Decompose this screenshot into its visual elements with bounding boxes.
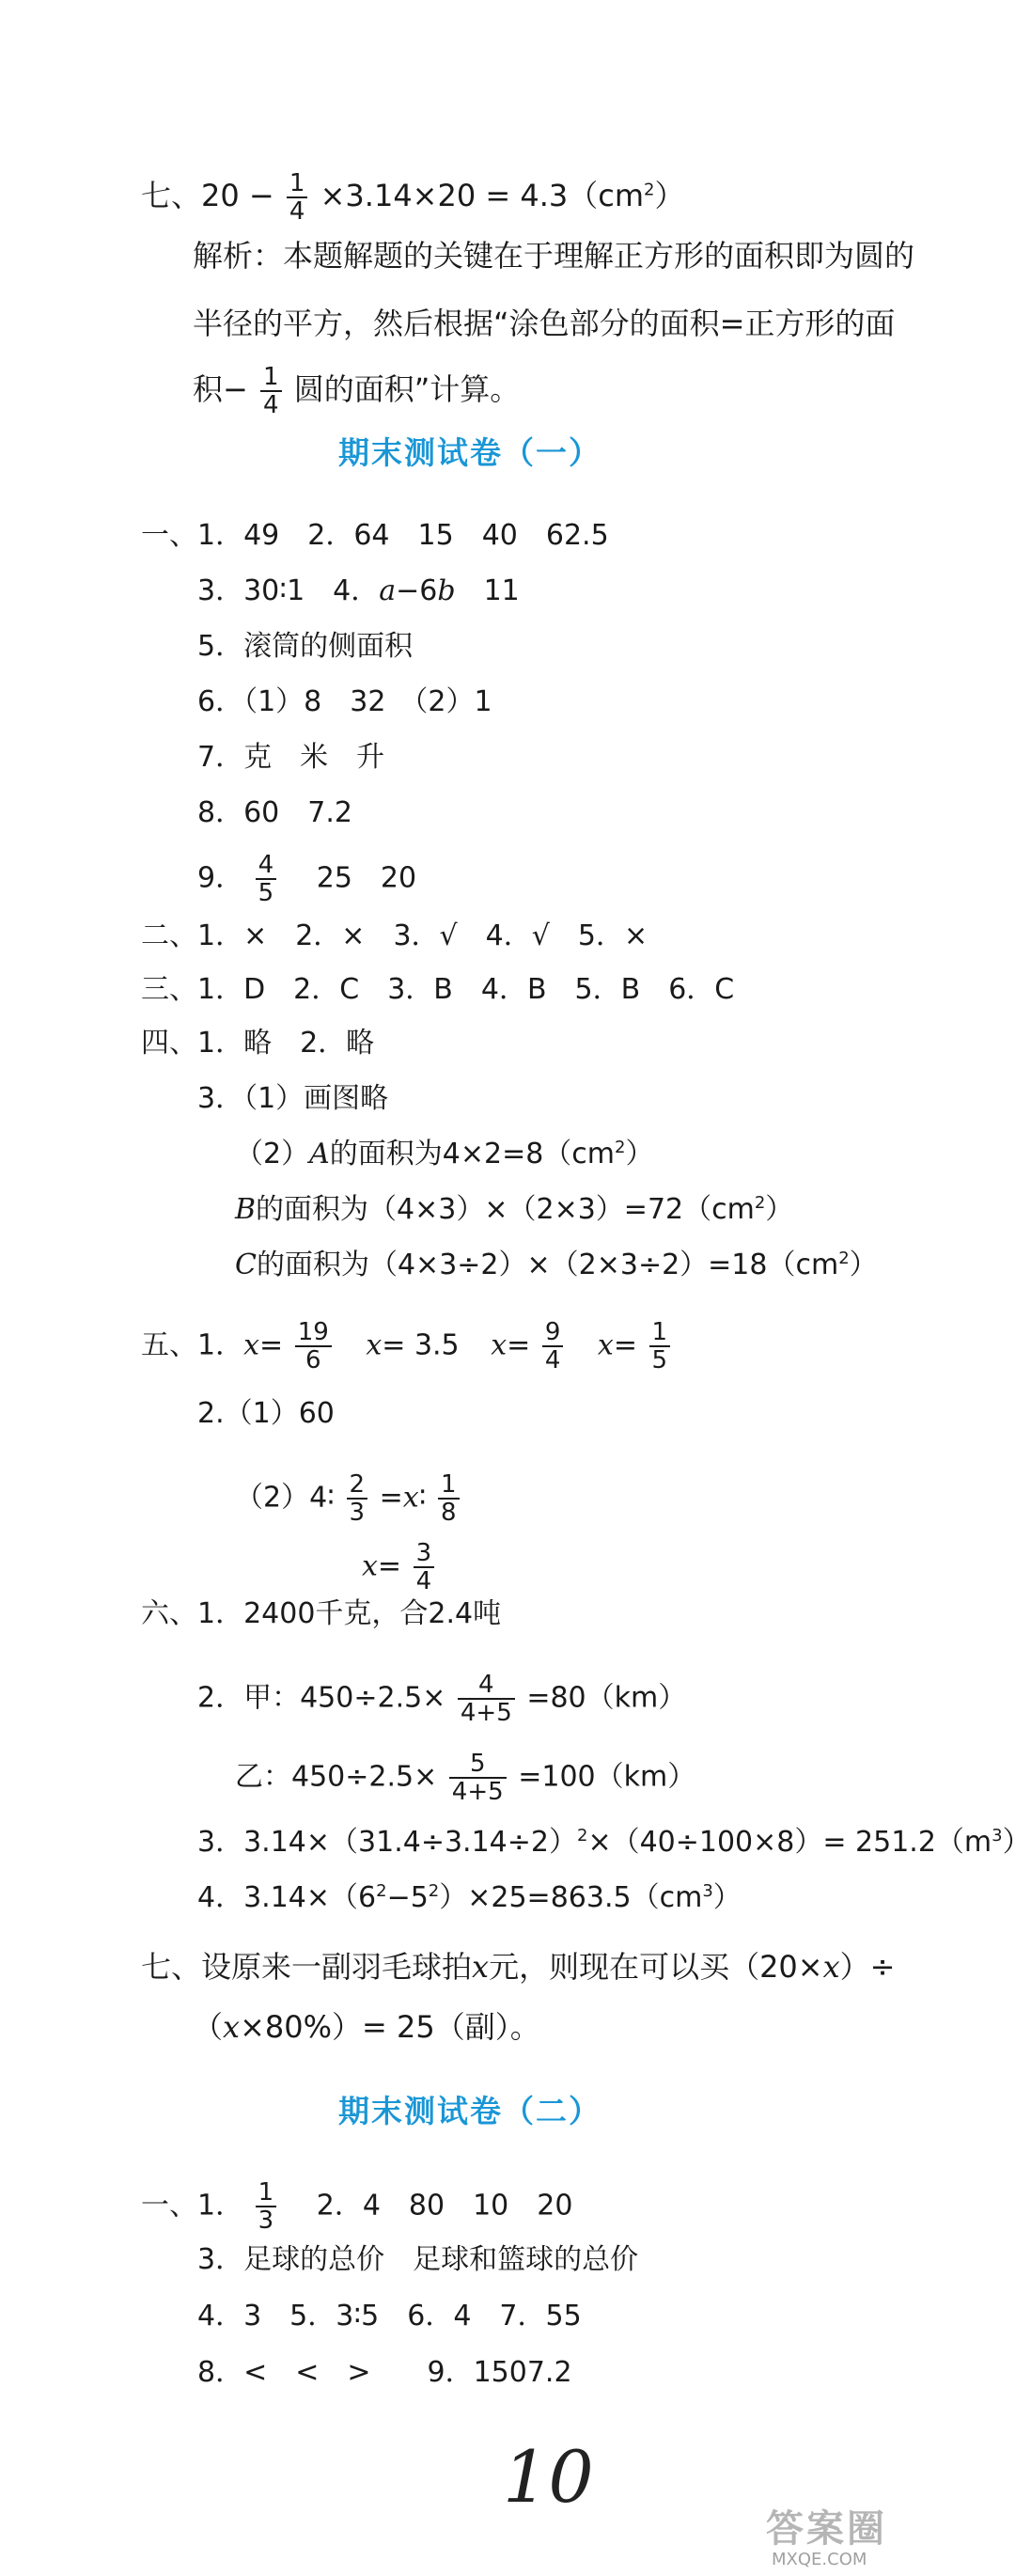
fraction: $\frac{3}{4}$	[414, 1540, 435, 1594]
exam1-s6-line2-jia: 2．甲：450÷2.5× $\frac{4}{4+5}$ =80（km）	[197, 1671, 687, 1727]
exam1-s6-line4: 4．$3.14\times(6^2-5^2)\times 25=863.5(cm^3)$	[197, 1881, 742, 1914]
page-number: 10	[503, 2435, 594, 2519]
fraction: $\frac{4}{4+5}$	[458, 1672, 515, 1726]
q7-answer: 七、20 − $\frac{1}{4}$ $\times 3.14\times 20 = 4.3(cm^2)$	[141, 169, 685, 226]
exam1-s1-line6: 6．（1）8 32 （2）1	[197, 685, 492, 718]
exam1-s6-line2-yi: 乙：450÷2.5× $\frac{5}{4+5}$ =100（km）	[235, 1750, 696, 1806]
exam1-s1-line3: 3．30∶1 4．a−6b 11	[197, 574, 520, 607]
exam1-s4-area-c: C的面积为$(4\times 3\div 2)\times(2\times 3\div 2)=18(cm^2)$	[235, 1249, 878, 1281]
exam1-s1-line8: 8．60 7.2	[197, 796, 352, 829]
exam1-s1-line9: 9． $\frac{4}{5}$ 25 20	[197, 851, 417, 907]
exam1-s2: 二、1．× 2．× 3．√ 4．√ 5．×	[141, 919, 648, 952]
fraction: $\frac{2}{3}$	[347, 1471, 368, 1526]
exam1-s1-line1: 一、1．49 2．64 15 40 62.5	[141, 519, 609, 552]
exam1-s4-line3: 3．（1）画图略	[197, 1082, 389, 1115]
exam2-s1-line4: 4．3 5．3∶5 6．4 7．55	[197, 2300, 582, 2333]
fraction: $\frac{1}{4}$	[260, 364, 282, 418]
exam2-s1-line8: 8．< < > 9．1507.2	[197, 2356, 572, 2389]
fraction: $\frac{1}{4}$	[287, 170, 308, 225]
exam1-s5-line1: 五、1．x= $\frac{19}{6}$ x= 3.5 x= $\frac{9}{4}$ x= $\frac{1}{5}$	[141, 1319, 673, 1374]
fraction: $\frac{4}{5}$	[256, 852, 277, 906]
exam1-s1-line7: 7．克 米 升	[197, 741, 385, 774]
exam1-title: 期末测试卷（一）	[338, 434, 601, 471]
exam2-title: 期末测试卷（二）	[338, 2093, 601, 2129]
exam1-s5-solution: x= $\frac{3}{4}$	[362, 1540, 437, 1594]
exam1-s3: 三、1．D 2．C 3．B 4．B 5．B 6．C	[141, 973, 735, 1006]
exam1-s5-line2: 2.（1）60	[197, 1397, 335, 1430]
exam1-s6-line1: 六、1．2400千克，合2.4吨	[141, 1597, 502, 1630]
analysis-line-1: 解析：本题解题的关键在于理解正方形的面积即为圆的	[193, 238, 915, 274]
exam1-s4-area-b: B的面积为$(4\times 3)\times(2\times 3)=72(cm^2)$	[235, 1193, 794, 1226]
fraction: $\frac{1}{8}$	[438, 1471, 460, 1526]
watermark-url: MXQE.COM	[772, 2550, 867, 2569]
analysis-line-2: 半径的平方，然后根据“涂色部分的面积=正方形的面	[193, 306, 896, 341]
exam1-s6-line3: 3．$3.14\times(31.4\div 3.14\div 2)^2\times(40\div 100\times 8)= 251.2(m^3)$	[197, 1826, 1031, 1859]
exam1-s7-line1: 七、设原来一副羽毛球拍x元，则现在可以买（20×x）÷	[141, 1949, 896, 1985]
exam1-s7-line2: （x×80%）= 25（副）。	[193, 2009, 540, 2045]
fraction: $\frac{9}{4}$	[542, 1319, 564, 1374]
exam2-s1-line1: 一、1． $\frac{1}{3}$ 2．4 80 10 20	[141, 2178, 573, 2235]
exam1-s4-area-a: （2）A的面积为$4\times 2=8(cm^2)$	[235, 1138, 654, 1170]
exam1-s5-proportion: （2）4∶ $\frac{2}{3}$ =x∶ $\frac{1}{8}$	[235, 1471, 462, 1526]
analysis-line-3: 积− $\frac{1}{4}$ 圆的面积”计算。	[193, 363, 521, 419]
watermark-logo: 答案圈	[766, 2507, 887, 2551]
fraction: $\frac{19}{6}$	[295, 1319, 332, 1374]
fraction: $\frac{1}{3}$	[256, 2179, 277, 2234]
exam1-s1-line5: 5．滚筒的侧面积	[197, 630, 414, 663]
fraction: $\frac{1}{5}$	[649, 1319, 671, 1374]
exam2-s1-line3: 3．足球的总价 足球和篮球的总价	[197, 2243, 639, 2276]
exam1-s4-line1: 四、1．略 2．略	[141, 1027, 375, 1060]
watermark	[766, 2508, 930, 2570]
fraction: $\frac{5}{4+5}$	[449, 1751, 507, 1805]
